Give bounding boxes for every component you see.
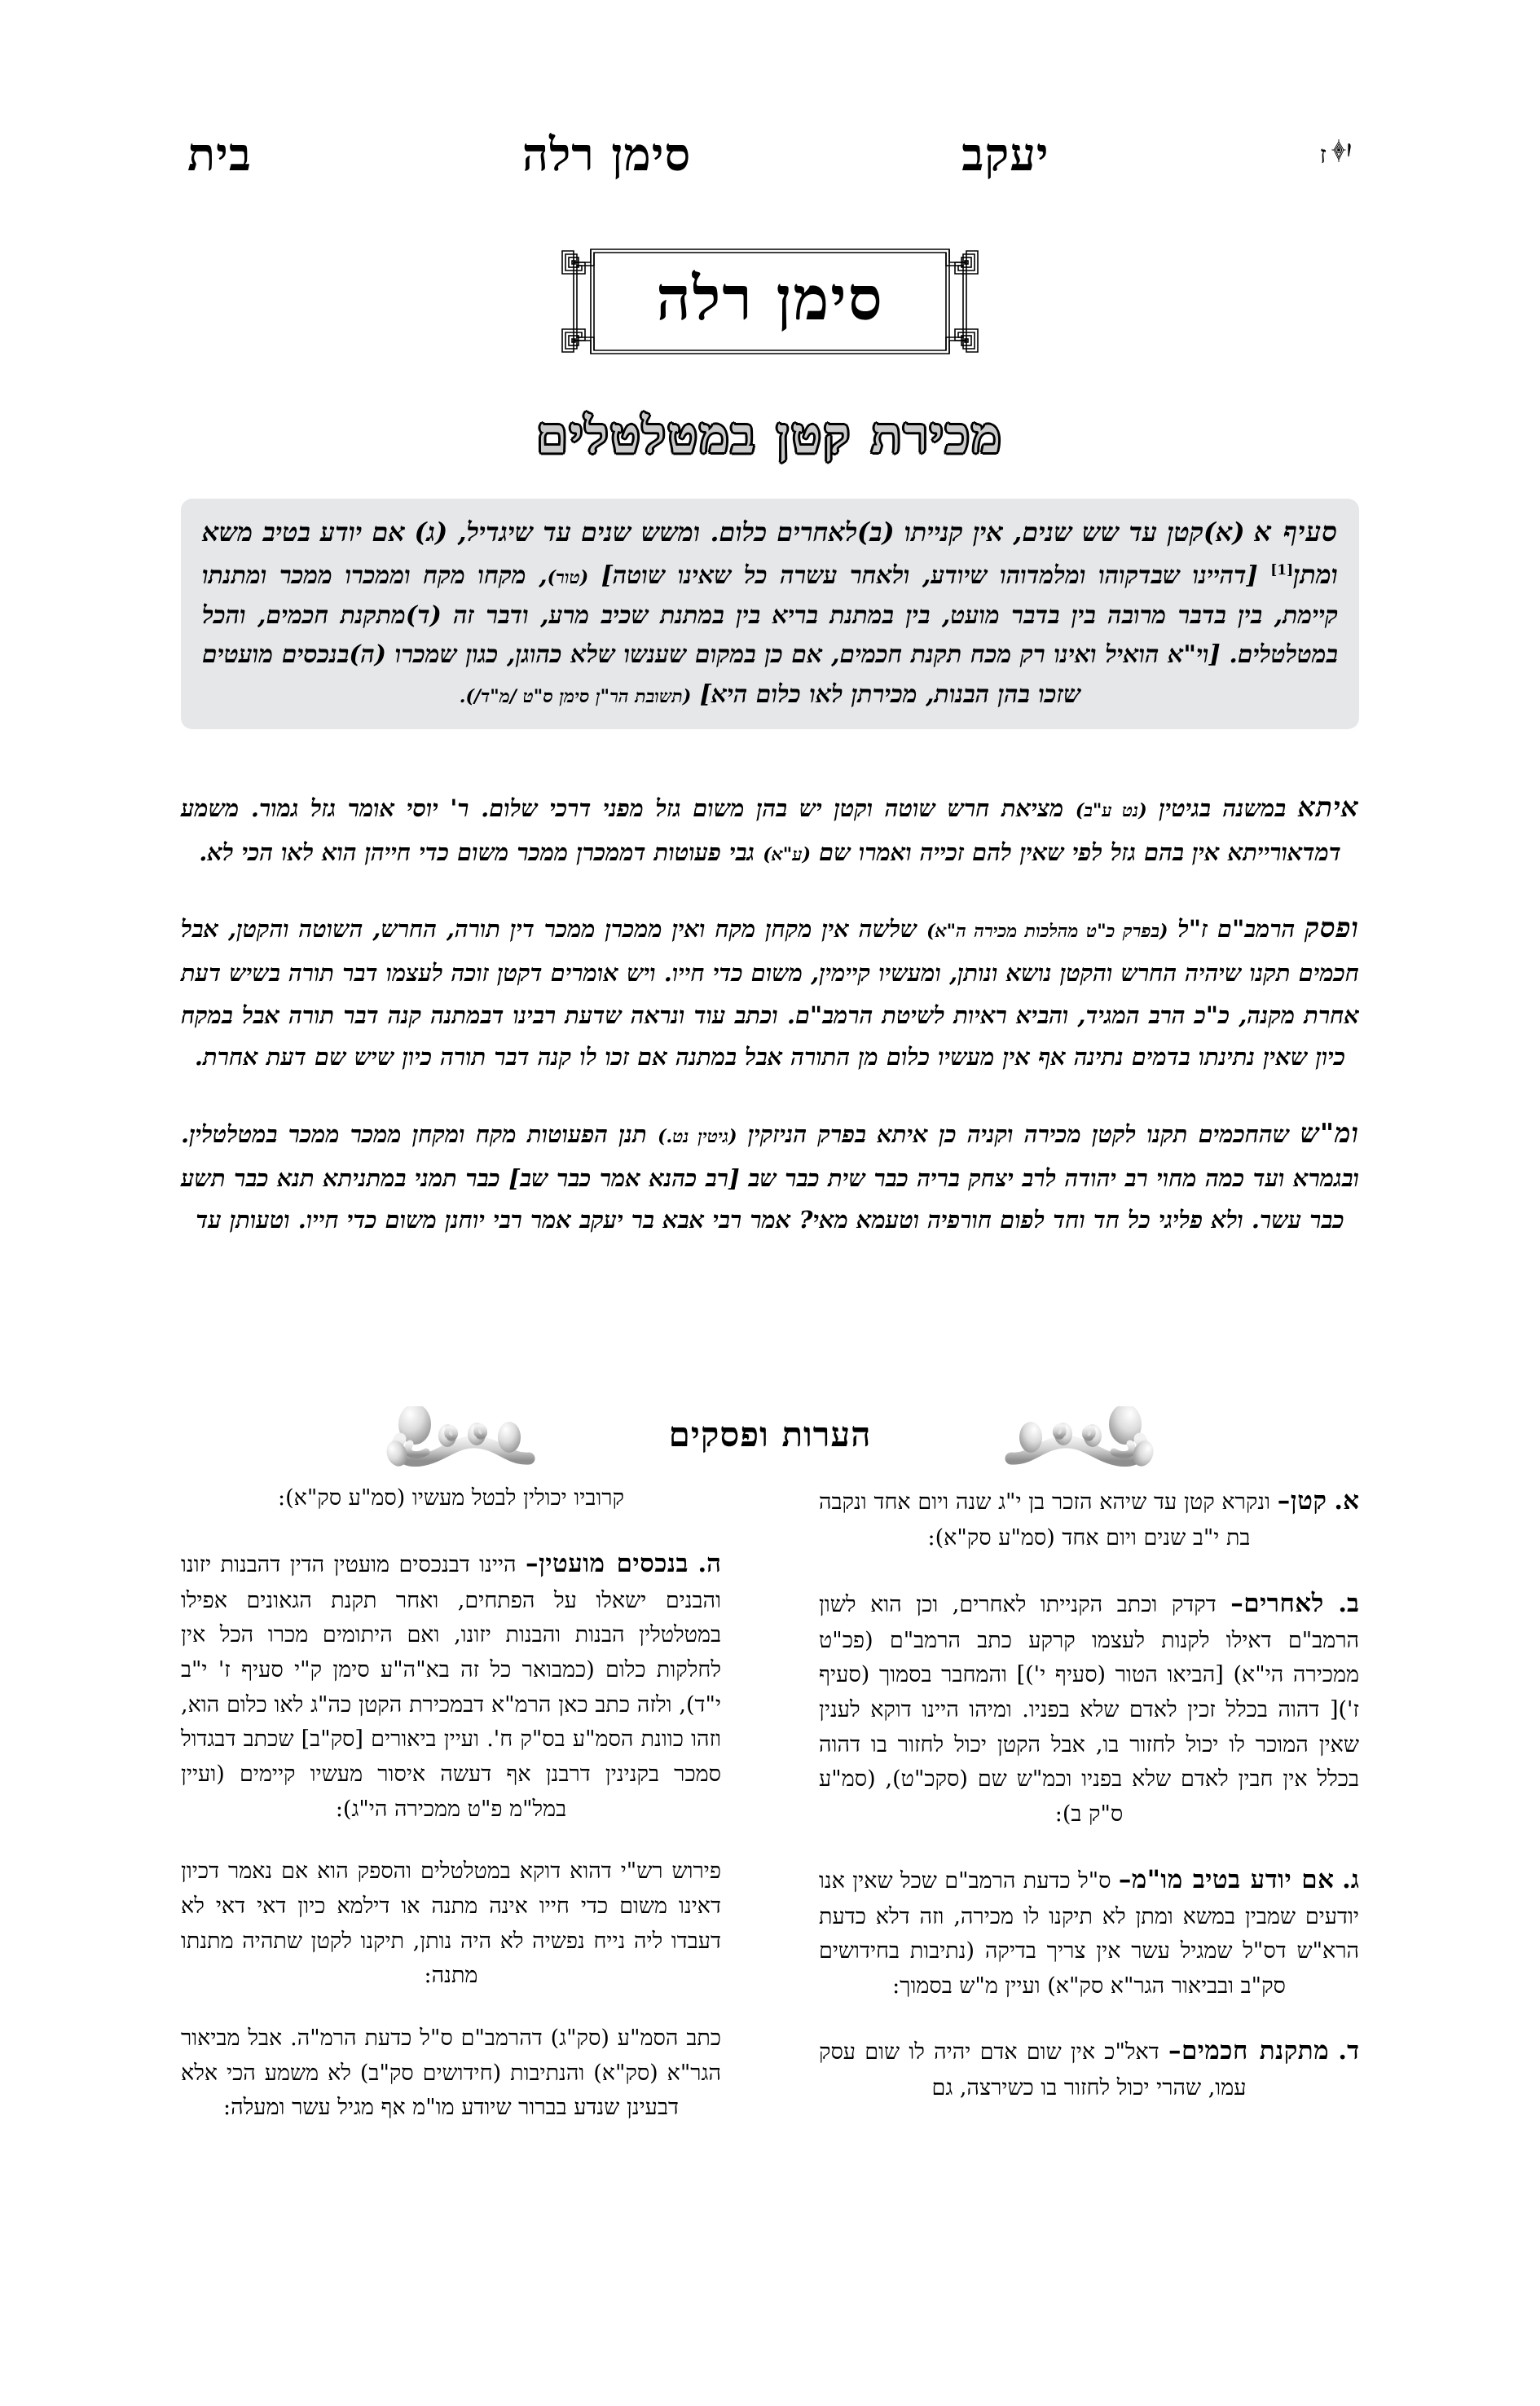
paragraph-source: (גיטין נט.): [658, 1125, 737, 1147]
note-lead: קטן–: [1277, 1486, 1327, 1515]
running-head: [187, 122, 1353, 187]
folio-letter: ז: [1319, 140, 1327, 169]
sa-line-4: במתנת בריא בין במתנת שכיב מרע, ודבר זה (ד)מתקנת חכמים, והכל במטלטלים. [וי"א: [202, 600, 1338, 670]
paragraph-text-a: הרמב"ם ז"ל: [1168, 915, 1305, 943]
paragraph-text-b: מציאת חרש שוטה וקטן יש בהן משום גזל מפני דרכי שלום. ר' יוסי אומר גזל גמור. משמע דמדאורייתא אין בהם גזל לפי שאין להם זכייה ואמרו שם: [181, 794, 1341, 866]
note-mark: ב.: [1338, 1588, 1359, 1618]
title-plaque-wrapper: [0, 238, 1540, 365]
note-item: [181, 2021, 721, 2126]
sa-line-2-lead: אם יודע בטיב משא ומתן: [202, 517, 1338, 590]
sa-line-1: (א)קטן עד שש שנים, אין קנייתו (ב)לאחרים כלום. ומשש שנים עד שיגדיל, (ג): [414, 517, 1245, 548]
paragraph-text-a: שהחכמים תקנו לקטן מכירה וקניה כן איתא בפרק הניזקין: [737, 1119, 1300, 1148]
commentary-paragraph: [181, 1110, 1359, 1242]
note-item: [181, 1544, 721, 1828]
paragraph-source: (נט ע"ב): [1075, 800, 1147, 821]
commentary-paragraph: [181, 784, 1359, 873]
notes-section-title: הערות ופסקים: [668, 1414, 872, 1454]
sa-source-tur: (טור): [547, 566, 589, 588]
note-item: [819, 1481, 1359, 1556]
folio-marker: [1320, 139, 1353, 171]
paragraph-text-c: גבי פעוטות דממכרן ממכר משום כדי חייהן הוא לאו הכי לא.: [199, 838, 763, 866]
note-text: קרוביו יכולין לבטל מעשיו (סמ"ע סק"א):: [278, 1485, 624, 1511]
flourish-ornament-right-icon: [385, 1406, 654, 1467]
note-mark: ה.: [697, 1548, 721, 1578]
chapter-subtitle: מכירת קטן במטלטלים: [536, 407, 1004, 464]
paragraph-source-2: (ע"א): [763, 843, 812, 865]
footnote-reference[interactable]: [1]: [1270, 561, 1294, 578]
title-plaque: [554, 238, 986, 365]
note-lead: בנכסים מועטין–: [525, 1548, 689, 1578]
note-text: ס"ל כדעת הרמב"ם שכל שאין אנו יודעים שמבין במשא ומתן לא תיקנו לו מכירה, וזה דלא כדעת הרא"ש דס"ל שמגיל עשר אין צריך בדיקה (נתיבות בחידושים סק"ב ובביאור הגר"א סק"א) ועיין מ"ש בסמוך:: [819, 1867, 1359, 1999]
note-text: ונקרא קטן עד שיהא הזכר בן י"ג שנה ויום אחד ונקבה בת י"ב שנים ויום אחד (סמ"ע סק"א):: [819, 1489, 1278, 1550]
notes-column-right: [819, 1481, 1359, 2308]
notes-columns: [181, 1481, 1359, 2308]
paragraph-text-b: שלשה אין מקחן מקח ואין ממכרן ממכר דין תורה, החרש, השוטה והקטן, אבל חכמים תקנו שיהיה החרש והקטן נושא ונותן, ומעשיו קיימין, משום כדי חייו. ויש אומרים דקטן זוכה לעצמו דבר תורה בשיש דעת אחרת מקנה, כ"כ הרב המגיד, והביא ראיות לשיטת הרמב"ם. וכתב עוד ונראה שדעת רבינו דבמתנה קנה דבר תורה אבל במקח כיון שאין נתינתו בדמים נתינה אף אין מעשיו כלום מן התורה אבל במתנה אם זכו לו קנה דבר תורה כיון שיש שם דעת אחרת.: [181, 915, 1359, 1071]
note-lead: אם יודע בטיב מו"מ–: [1118, 1864, 1335, 1894]
note-text: דאל"כ אין שום אדם יהיה לו שום עסק עמו, שהרי יכול לחזור בו כשירצה, גם: [819, 2039, 1247, 2101]
note-mark: ג.: [1341, 1864, 1359, 1894]
sa-line-5: הואיל ואינו רק מכח תקנת חכמים, אם כן במקום שענשו שלא כהוגן, כגון שמכרו (ה)בנכסים מועטים: [202, 640, 1159, 670]
notes-column-left: [181, 1481, 721, 2308]
sa-source-ran: (תשובת הר"ן סימן ס"ט /מ"ד/).: [459, 685, 692, 707]
siman-title: סימן רלה: [656, 264, 884, 334]
rosette-ornament-icon: [1331, 139, 1353, 171]
note-text: כתב הסמ"ע (סק"ג) דהרמב"ם ס"ל כדעת הרמ"ה. אבל מביאור הגר"א (סק"א) והנתיבות (חידושים סק"ב) לא משמע הכי אלא דבעינן שנדע בברור שיודע מו"מ אף מגיל עשר ומעלה:: [181, 2025, 721, 2121]
notes-section-header: [0, 1400, 1540, 1473]
sa-line-6: שזכו בהן הבנות, מכירתן לאו כלום היא]: [699, 680, 1081, 709]
flourish-ornament-left-icon: [886, 1406, 1155, 1467]
note-item: [819, 2031, 1359, 2106]
commentary-body: [181, 784, 1359, 1273]
paragraph-lead-word: ופסק: [1305, 912, 1359, 944]
note-text: דקדק וכתב הקנייתו לאחרים, וכן הוא לשון הרמב"ם דאילו לקנות לעצמו קרקע כתב הרמב"ם (פכ"ט ממכירה הי"א) [הביאו הטור (סעיף י')] והמחבר בסמוך (סעיף ז')[ דהוה בכלל זכין לאדם שלא בפניו. ומיהו היינו דוקא לענין שאין המוכר לו יכול לחזור בו, אבל הקטן יכול לחזור בו דהוה בכלל אין חבין לאדם שלא בפניו וכמ"ש שם (סקכ"ט), (סמ"ע ס"ק ב):: [819, 1591, 1359, 1827]
note-lead: מתקנת חכמים–: [1168, 2036, 1330, 2066]
note-mark: ד.: [1338, 2036, 1359, 2066]
sa-line-3: , מקחו מקח וממכרו ממכר ומתנתו קיימת, בין בדבר מרובה בין בדבר מועט, בין: [202, 561, 1338, 630]
running-head-right: בית: [187, 128, 252, 182]
note-mark: א.: [1334, 1486, 1359, 1515]
note-item: [819, 1860, 1359, 2004]
running-head-left: יעקב: [961, 128, 1049, 182]
paragraph-source: (בפרק כ"ט מהלכות מכירה ה"א): [926, 921, 1168, 943]
paragraph-lead-word: איתא: [1297, 791, 1359, 823]
paragraph-lead-word: ומ"ש: [1300, 1116, 1360, 1149]
note-item: [819, 1584, 1359, 1832]
note-text: פירוש רש"י דהוא דוקא במטלטלים והספק הוא אם נאמר דכיון דאינו משום כדי חייו אינה מתנה או דילמא כיון דאי דאי לא דעבדו ליה נייח נפשיה לא היה נותן, תיקנו לקטן שתהיה מתנתו מתנה:: [181, 1858, 721, 1989]
commentary-paragraph: [181, 904, 1359, 1079]
note-text: היינו דבנכסים מועטין הדין דהבנות יזונו והבנים ישאלו על הפתחים, ואחר תקנת הגאונים אפילו במטלטלין הבנות והבנות יזונו, ואם היתומים מכרו הכל אין לחלקות כלום (כמבואר כל זה בא"ה"ע סימן ק"י סעיף ז' י"ב י"ד), ולזה כתב כאן הרמ"א דבמכירת הקטן כה"ג לאו כלום הוא, וזהו כוונת הסמ"ע בס"ק ח'. ועיין ביאורים [סק"ב] שכתב דבגדול סמכר בקנינין דרבנן אף דעשה איסור מעשיו קיימים (ועיין במל"מ פ"ט ממכירה הי"ג):: [181, 1551, 721, 1822]
paragraph-text-a: במשנה בגיטין: [1146, 794, 1298, 822]
shulchan-aruch-block: [181, 499, 1359, 729]
note-item: [181, 1854, 721, 1994]
sa-line-2-bracket: [דהיינו שבדקוהו ומלמדוהו שיודע, ולאחר עשרה כל שאינו שוטה]: [601, 561, 1258, 590]
note-lead: לאחרים–: [1230, 1588, 1324, 1618]
seif-label: סעיף א: [1254, 516, 1339, 548]
paragraph-text-b: תנן הפעוטות מקח ומקחן ממכר ממכר במטלטלין. ובגמרא ועד כמה מחוי רב יהודה לרב יצחק בריה כבר שית כבר שב [רב כהנא אמר כבר שב] כבר תמני במתניתא תנא כבר תשע כבר עשר. ולא פליגי כל חד וחד לפום חורפיה וטעמא מאי? אמר רבי אבא בר יעקב אמר רבי יוחנן משום כדי חייו. וטעותן עד: [181, 1119, 1359, 1234]
running-head-center: סימן רלה: [521, 128, 692, 182]
note-item: [181, 1481, 721, 1516]
